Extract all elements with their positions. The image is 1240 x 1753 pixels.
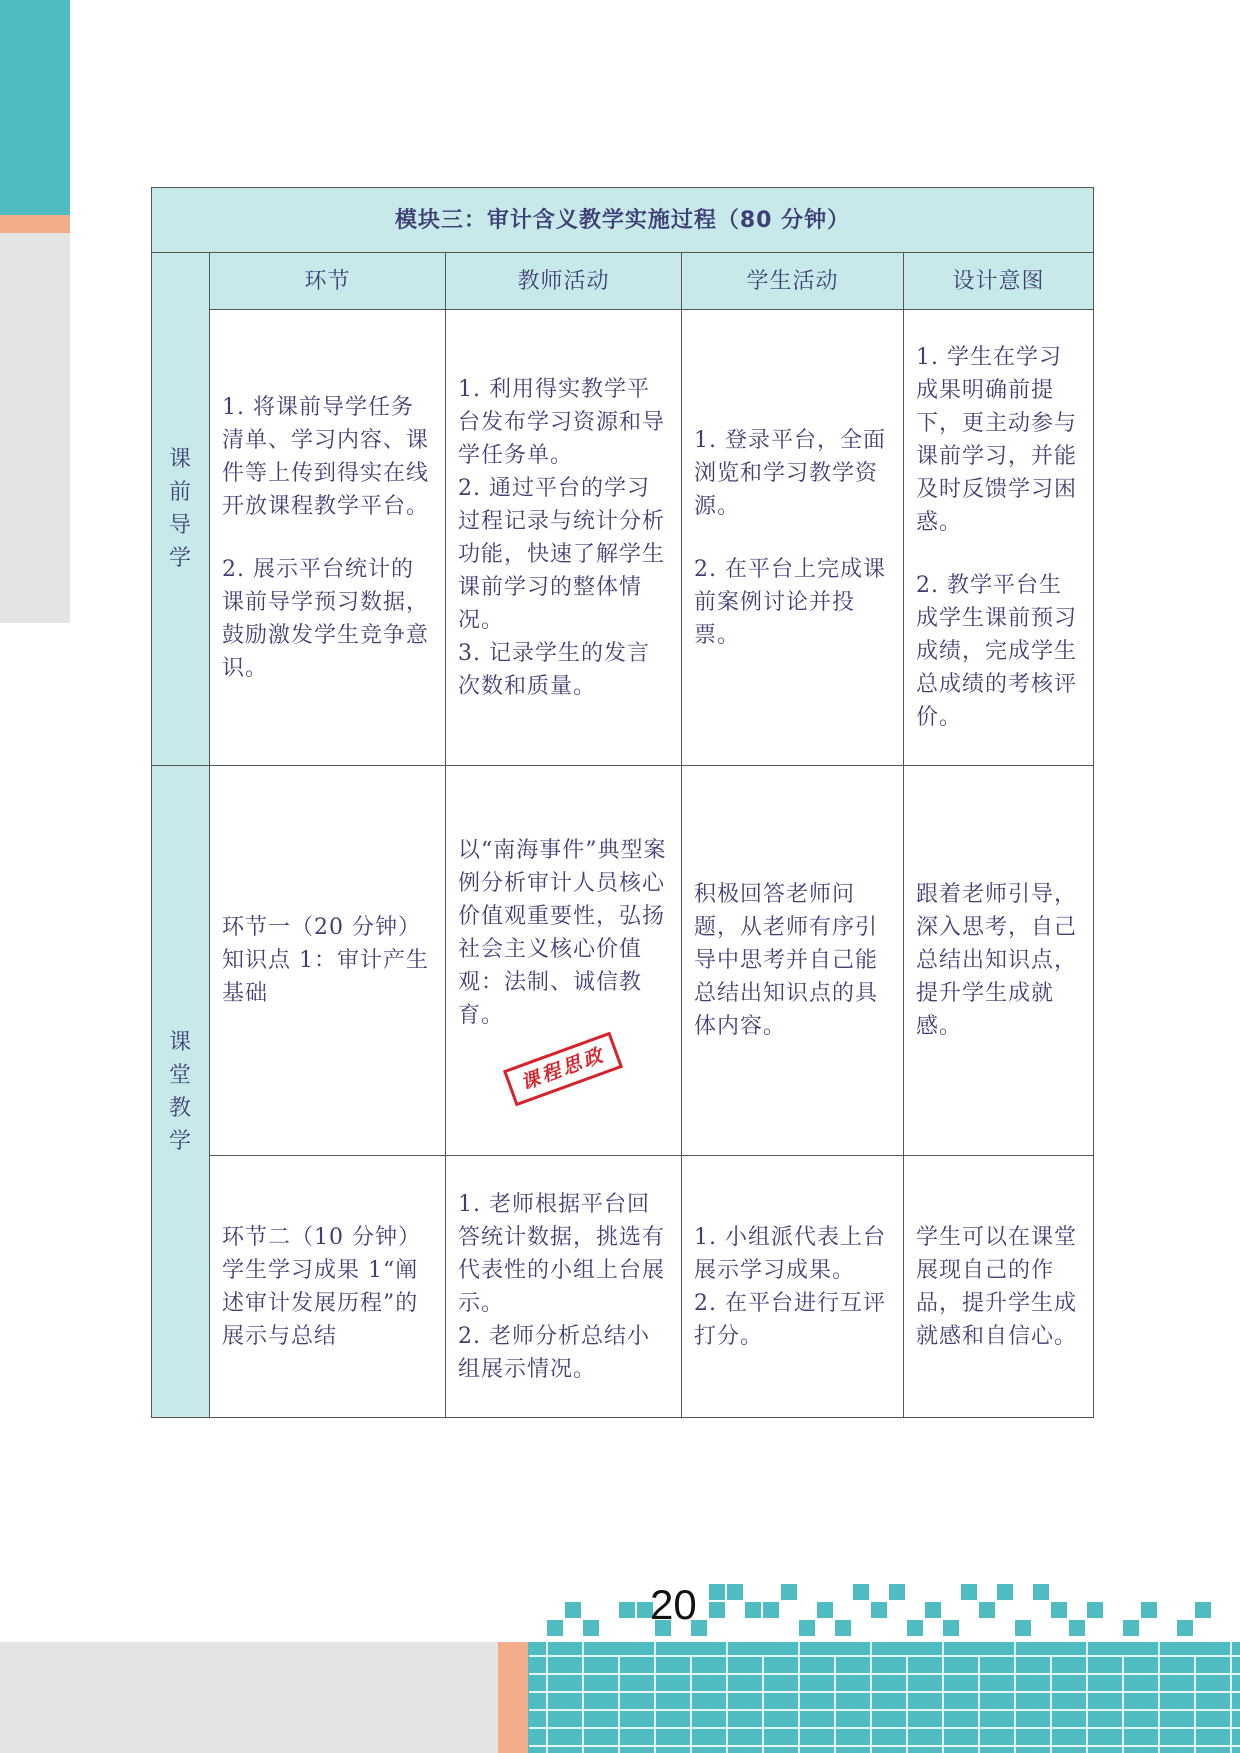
header-student: 学生活动 [682,253,904,310]
step1-intent-cell: 跟着老师引导，深入思考，自己总结出知识点，提升学生成就感。 [904,766,1094,1156]
preclass-step-1: 1. 将课前导学任务清单、学习内容、课件等上传到得实在线开放课程教学平台。 [222,394,430,519]
stamp-wrapper [458,1032,669,1094]
phase-char: 课 [168,447,192,472]
spacer [694,523,891,553]
preclass-intent-2: 2. 教学平台生成学生课前预习成绩，完成学生总成绩的考核评价。 [916,573,1078,730]
preclass-student-1: 1. 登录平台，全面浏览和学习教学资源。 [694,427,886,519]
phase-char: 学 [168,546,192,571]
step2-intent-cell: 学生可以在课堂展现自己的作品，提升学生成就感和自信心。 [904,1156,1094,1418]
preclass-teacher-2: 2. 通过平台的学习过程记录与统计分析功能，快速了解学生课前学习的整体情况。 [458,475,666,633]
preclass-student-cell [682,310,904,766]
step1-step-cell: 环节一（20 分钟）知识点 1：审计产生基础 [210,766,446,1156]
phase-char: 导 [168,513,192,538]
step1-student-cell: 积极回答老师问题，从老师有序引导中思考并自己能总结出知识点的具体内容。 [682,766,904,1156]
phase-char: 堂 [168,1062,192,1088]
step2-student-cell [682,1156,904,1418]
preclass-step-cell [210,310,446,766]
preclass-step-2: 2. 展示平台统计的课前导学预习数据，鼓励激发学生竞争意识。 [222,556,430,681]
step1-teacher-text: 以“南海事件”典型案例分析审计人员核心价值观重要性，弘扬社会主义核心价值观：法制、诚信教育。 [458,837,667,1028]
phase-char: 教 [168,1095,192,1121]
step2-student-1: 1. 小组派代表上台展示学习成果。 [694,1224,886,1283]
header-teacher: 教师活动 [446,253,682,310]
course-ideology-stamp: 课程思政 [503,1031,623,1106]
preclass-teacher-3: 3. 记录学生的发言次数和质量。 [458,640,650,699]
header-intent: 设计意图 [904,253,1094,310]
page-number: 20 [650,1581,697,1628]
step1-teacher-cell [446,766,682,1156]
spacer [222,523,433,553]
side-accent-orange [0,215,70,233]
step2-step-cell: 环节二（10 分钟）学生学习成果 1“阐述审计发展历程”的展示与总结 [210,1156,446,1418]
phase-preclass [152,253,210,766]
preclass-teacher-cell [446,310,682,766]
preclass-student-2: 2. 在平台上完成课前案例讨论并投票。 [694,556,886,648]
step2-student-2: 2. 在平台进行互评打分。 [694,1290,886,1349]
table-title: 模块三：审计含义教学实施过程（80 分钟） [152,188,1094,253]
teaching-process-table [151,187,1094,1418]
preclass-intent-cell [904,310,1094,766]
side-accent-teal [0,0,70,215]
spacer [916,539,1081,569]
step2-teacher-2: 2. 老师分析总结小组展示情况。 [458,1323,650,1382]
footer-band-gray [0,1642,498,1753]
step2-teacher-cell [446,1156,682,1418]
phase-char: 前 [168,480,192,505]
preclass-teacher-1: 1. 利用得实教学平台发布学习资源和导学任务单。 [458,376,666,468]
header-step: 环节 [210,253,446,310]
phase-inclass [152,766,210,1418]
phase-char: 课 [168,1029,192,1055]
side-accent-gray [0,233,70,623]
phase-char: 学 [168,1128,192,1154]
step2-teacher-1: 1. 老师根据平台回答统计数据，挑选有代表性的小组上台展示。 [458,1191,666,1316]
pixel-grid-decoration [520,1575,1240,1753]
preclass-intent-1: 1. 学生在学习成果明确前提下，更主动参与课前学习，并能及时反馈学习困惑。 [916,345,1078,535]
